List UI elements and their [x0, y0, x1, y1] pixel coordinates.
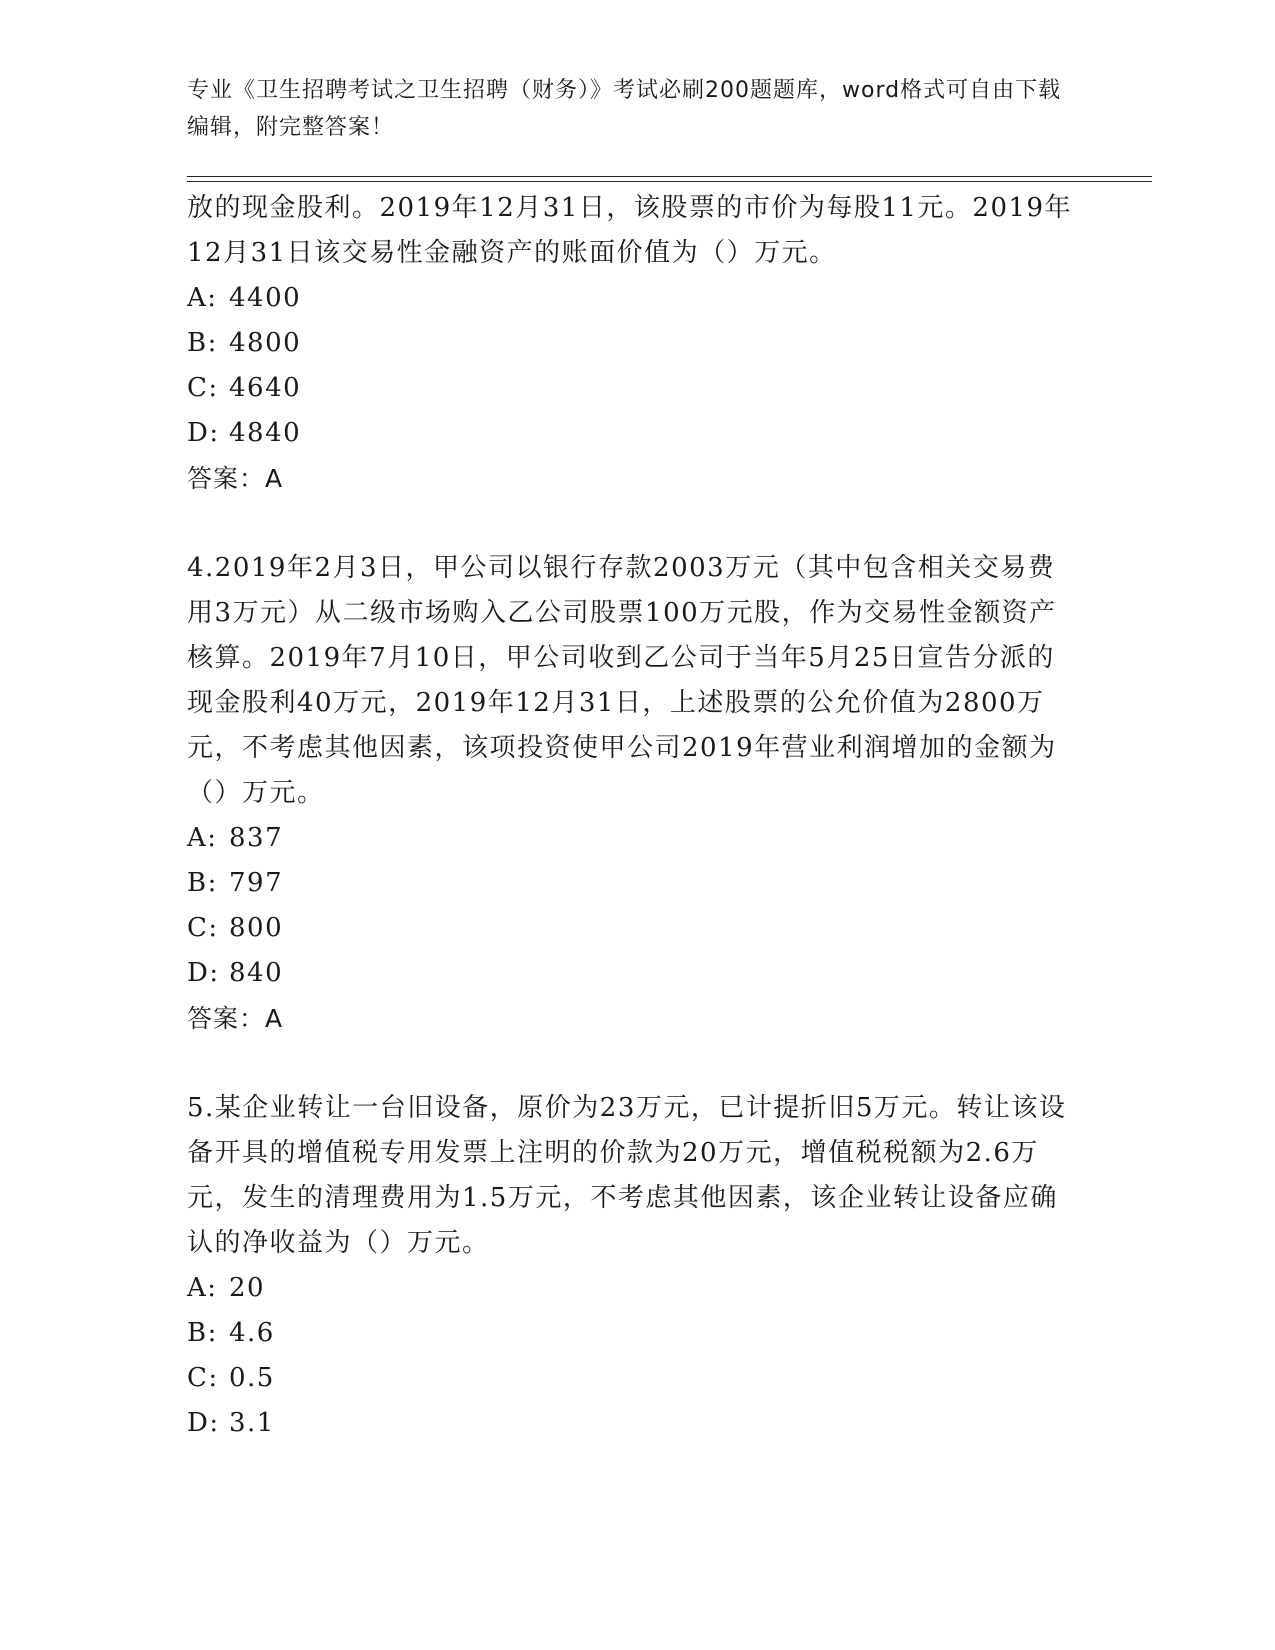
option-key: B: — [187, 1318, 218, 1348]
option-key: D: — [187, 958, 220, 988]
answer-line: 答案：A — [187, 1004, 284, 1033]
question-stem: 4.2019年2月3日，甲公司以银行存款2003万元（其中包含相关交易费用3万元）从二级市场购入乙公司股票100万元股，作为交易性金额资产核算。2019年7月10日，甲公司收到乙公司于当年5月25日宣告分派的现金股利40万元，2019年12月31日，上述股票的公允价值为2800万元，不考虑其他因素，该项投资使甲公司2019年营业利润增加的金额为（）万元。 — [187, 553, 1057, 808]
question-stem: 放的现金股利。2019年12月31日，该股票的市价为每股11元。2019年12月31日该交易性金融资产的账面价值为（）万元。 — [187, 193, 1073, 268]
option-text: 837 — [229, 823, 284, 853]
option-key: A: — [187, 1273, 218, 1303]
spacer — [187, 501, 1077, 546]
document-header: 专业《卫生招聘考试之卫生招聘（财务）》考试必刷200题题库，word格式可自由下载编辑，附完整答案！ — [187, 78, 1062, 140]
option-a — [187, 816, 1077, 861]
option-key: A: — [187, 823, 218, 853]
option-a — [187, 276, 1077, 321]
question-list — [187, 186, 1077, 1446]
header-divider-bottom — [187, 181, 1152, 182]
option-a — [187, 1266, 1077, 1311]
option-d — [187, 1401, 1077, 1446]
option-c — [187, 906, 1077, 951]
option-text: 797 — [229, 868, 284, 898]
option-d — [187, 411, 1077, 456]
option-b — [187, 1311, 1077, 1356]
option-key: C: — [187, 913, 219, 943]
option-text: 4.6 — [229, 1318, 275, 1348]
option-text: 3.1 — [229, 1408, 275, 1438]
option-text: 4800 — [229, 328, 302, 358]
spacer — [187, 1041, 1077, 1086]
option-text: 4840 — [229, 418, 302, 448]
option-c — [187, 1356, 1077, 1401]
option-key: C: — [187, 1363, 219, 1393]
question-stem: 5.某企业转让一台旧设备，原价为23万元，已计提折旧5万元。转让该设备开具的增值税专用发票上注明的价款为20万元，增值税税额为2.6万元，发生的清理费用为1.5万元，不考虑其他因素，该企业转让设备应确认的净收益为（）万元。 — [187, 1093, 1067, 1258]
option-text: 800 — [229, 913, 284, 943]
option-text: 0.5 — [229, 1363, 275, 1393]
question-5 — [187, 1086, 1077, 1446]
option-key: B: — [187, 868, 218, 898]
option-c — [187, 366, 1077, 411]
option-key: D: — [187, 418, 220, 448]
option-key: A: — [187, 283, 218, 313]
option-b — [187, 321, 1077, 366]
option-text: 4640 — [229, 373, 302, 403]
question-4 — [187, 546, 1077, 1041]
option-text: 840 — [229, 958, 284, 988]
option-key: B: — [187, 328, 218, 358]
header-divider-top — [187, 176, 1152, 177]
question-3-continued — [187, 186, 1077, 501]
option-key: C: — [187, 373, 219, 403]
option-key: D: — [187, 1408, 220, 1438]
answer-line: 答案：A — [187, 464, 284, 493]
option-text: 4400 — [229, 283, 302, 313]
option-b — [187, 861, 1077, 906]
option-d — [187, 951, 1077, 996]
option-text: 20 — [229, 1273, 266, 1303]
